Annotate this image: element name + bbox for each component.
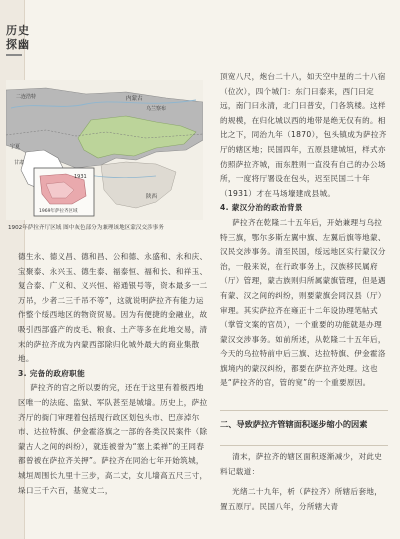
left-heading-3: 3. 完备的政府职能 [18,368,85,378]
closing-block [220,450,388,514]
section-heading: 二、导致萨拉齐管辖面积逐步缩小的因素 [220,419,368,429]
right-column [220,70,388,391]
section-tag-bar [6,54,22,56]
section-divider-top [220,410,388,411]
section-tag-line2: 探幽 [6,38,30,51]
historical-map [6,80,203,220]
map-inset-label: 1969年萨拉齐区域 [39,209,78,214]
left-para-1: 德生永、德义昌、德和昌、公和德、永盛和、永和庆、宝聚泰、永兴玉、德生泰、福泰恒、福和长、和祥玉、复合泰、广义和、义兴恒、裕通银号等，资本最多一二万吊，少者二三千吊不等”，这就说明萨拉齐有能力运作整个绥西地区的物资贸易。因为有便捷的金融业，故吸引西部盛产的皮毛、粮食、土产等多在此地交易，清末的萨拉齐成为内蒙西部除归化城外最大的商业集散地。 [18,252,208,364]
right-para-2: 萨拉齐在乾隆二十五年后，开始兼理与乌拉特三旗，鄂尔多斯左翼中旗、左翼后旗等地蒙、汉民交涉事务。清至民国，绥远地区实行蒙汉分治，一般来说，在行政事务上，汉族移民属府（厅）管理，蒙古族则归所属蒙旗管理，但是遇有蒙、汉之间的纠纷，则要蒙旗会同汉县（厅）审理。其实萨拉齐在雍正十二年设协理笔帖式（掌管文案的官员），一个重要的功能就是办理蒙汉交涉事务。如前所述，从乾隆二十五年后，今天的乌拉特前中后三旗、达拉特旗、伊金霍洛旗境内的蒙汉纠纷，都要在萨拉齐处理。这也是“萨拉齐的官，管的宽”的一个重要原因。 [220,217,386,388]
section-tag-line1: 历史 [6,24,30,37]
closing-paragraph: 清末，萨拉齐的辖区面积逐渐减少，对此史料记载道： [220,452,383,476]
right-heading-4: 4. 蒙汉分治的政治背景 [220,203,303,213]
map-label-neimeng: 内蒙古 [126,96,143,102]
left-para-2: 萨拉齐的官之所以要的完，还在于这里有着极西地区唯一的法庭、监狱、军队甚至是城墙。历史上，萨拉齐厅的衙门审理着包括现行政区划包头市、巴彦淖尔市、达拉特旗、伊金霍洛旗之一部的各类汉民案件（除蒙古人之间的纠纷），就连被誉为“塞上柔禅”的王同春都曾被在萨拉齐关押”。萨拉齐在同治七年开始筑城，城垣周围长九里十三步，高二丈，女儿墙高五尺三寸，垛口三千六百，基宽丈二， [18,383,208,495]
map-label-ningxia: 宁夏 [10,144,21,150]
map-label-year: 1931 [74,174,87,180]
section-tag [6,24,46,64]
quote-text: 光绪二十九年，析（萨拉齐）所辖后套地，置五原厅。民国八年，分所辖大青 [220,487,383,511]
section-divider-bottom [220,445,388,446]
left-column [18,250,208,498]
right-para-1: 顶宽八尺，炮台二十八，如天空中星的二十八宿（位次），四个城门：东门曰泰来，西门曰定远，南门曰永清，北门曰普安，门各筑楼。这样的规模，在归化城以西的地带是绝无仅有的。相比之下，同治九年（1870），包头镇成为萨拉齐厅的辖区地；民国四年，五原县建城垣，样式亦仿照萨拉齐城，而东胜则一直没有自己的办公场所，一度将厅署设在包头，迟至民国二十年（1931）才在马场壕建成县城。 [220,72,387,198]
map-caption: 1902年萨拉齐厅区域 图中灰色部分为兼理该地区蒙汉交涉事务 [8,225,164,231]
map-label-gansu: 甘肃 [14,160,25,166]
map-label-erlian: 二连浩特 [16,94,37,100]
map-label-shanxi: 陕西 [146,194,158,200]
map-label-wulan: 乌兰察布 [146,106,167,112]
